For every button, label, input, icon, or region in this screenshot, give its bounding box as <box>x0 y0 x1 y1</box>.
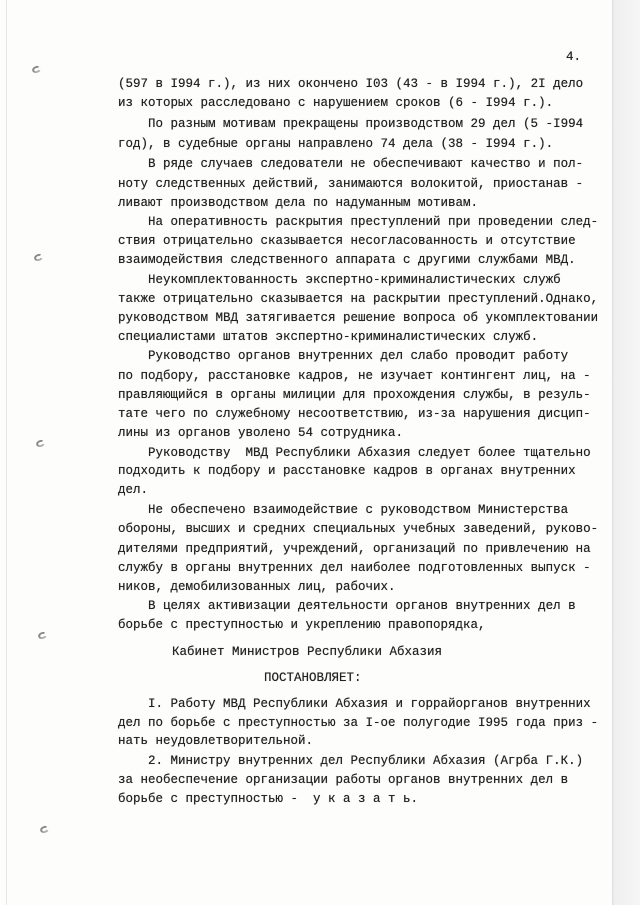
text-line: по подбору, расстановке кадров, не изучает контингент лиц, на - <box>118 369 591 383</box>
punch-hole-mark <box>37 631 48 641</box>
text-line: Руководство органов внутренних дел слабо проводит работу <box>148 349 569 363</box>
scan-edge-left <box>6 0 7 905</box>
text-line: службу в органы внутренних дел наиболее подготовленных выпуск - <box>118 561 591 575</box>
text-line: Руководству МВД Республики Абхазия следует более тщательно <box>148 446 591 460</box>
text-line: ников, демобилизованных лиц, рабочих. <box>118 580 396 594</box>
punch-hole-mark <box>35 439 46 449</box>
resolution-item-line: I. Работу МВД Республики Абхазия и горрайорганов внутренних <box>148 697 591 711</box>
scan-edge-right <box>612 0 640 905</box>
resolution-item-line: за необеспечение организации работы органов внутренних дел в <box>118 773 569 787</box>
text-line: ливают производством дела по надуманным мотивам. <box>118 196 479 210</box>
punch-hole-mark <box>33 253 44 263</box>
text-line: ноту следственных действий, занимаются волокитой, приостанав - <box>118 177 584 191</box>
punch-hole-mark <box>39 825 50 835</box>
text-line: В ряде случаев следователи не обеспечивают качество и пол- <box>148 157 584 171</box>
text-line: дел. <box>118 483 149 497</box>
text-line: также отрицательно сказывается на раскрытии преступлений.Однако, <box>118 292 599 306</box>
text-line: лины из органов уволено 54 сотрудника. <box>118 426 404 440</box>
text-line: По разным мотивам прекращены производством 29 дел (5 -I994 <box>148 117 584 131</box>
text-line: (597 в I994 г.), из них окончено I03 (43 - в I994 г.), 2I дело <box>118 77 584 91</box>
text-line: Неукомплектованность экспертно-криминалистических служб <box>148 273 561 287</box>
text-line: На оперативность раскрытия преступлений при проведении след- <box>148 215 599 229</box>
text-line: тате чего по служебному несоответствию, из-за нарушения дисцип- <box>118 407 591 421</box>
text-line: из которых расследовано с нарушением сроков (6 - I994 г.). <box>118 96 554 110</box>
text-line: подходить к подбору и расстановке кадров в органах внутренних <box>118 464 576 478</box>
text-line: борьбе с преступностью и укреплению правопорядка, <box>118 618 486 632</box>
text-line: Не обеспечено взаимодействие с руководством Министерства <box>148 503 569 517</box>
resolution-verb-heading: ПОСТАНОВЛЯЕТ: <box>264 671 362 685</box>
text-line: обороны, высших и средних специальных учебных заведений, руково- <box>118 522 599 536</box>
text-line: ствия отрицательно сказывается несогласованность и отсутствие <box>118 234 576 248</box>
text-line: правляющийся в органы милиции для прохождения службы, в резуль- <box>118 388 591 402</box>
punch-hole-mark <box>31 65 42 75</box>
text-line: руководством МВД затягивается решение вопроса об укомплектовании <box>118 311 599 325</box>
text-line: взаимодействия следственного аппарата с другими службами МВД. <box>118 253 576 267</box>
page-number: 4. <box>566 50 582 64</box>
resolution-item-line: дел по борьбе с преступностью за I-ое полугодие I995 года приз - <box>118 716 599 730</box>
text-line: год), в судебные органы направлено 74 дела (38 - I994 г.). <box>118 137 554 151</box>
resolution-issuer: Кабинет Министров Республики Абхазия <box>172 645 443 659</box>
text-line: В целях активизации деятельности органов внутренних дел в <box>148 599 576 613</box>
resolution-item-line: борьбе с преступностью - у к а з а т ь. <box>118 792 419 806</box>
text-line: специалистами штатов экспертно-криминалистических служб. <box>118 330 539 344</box>
text-line: дителями предприятий, учреждений, организаций по привлечению на <box>118 542 591 556</box>
resolution-item-line: нать неудовлетворительной. <box>118 734 314 748</box>
resolution-item-line: 2. Министру внутренних дел Республики Абхазия (Агрба Г.К.) <box>148 754 584 768</box>
